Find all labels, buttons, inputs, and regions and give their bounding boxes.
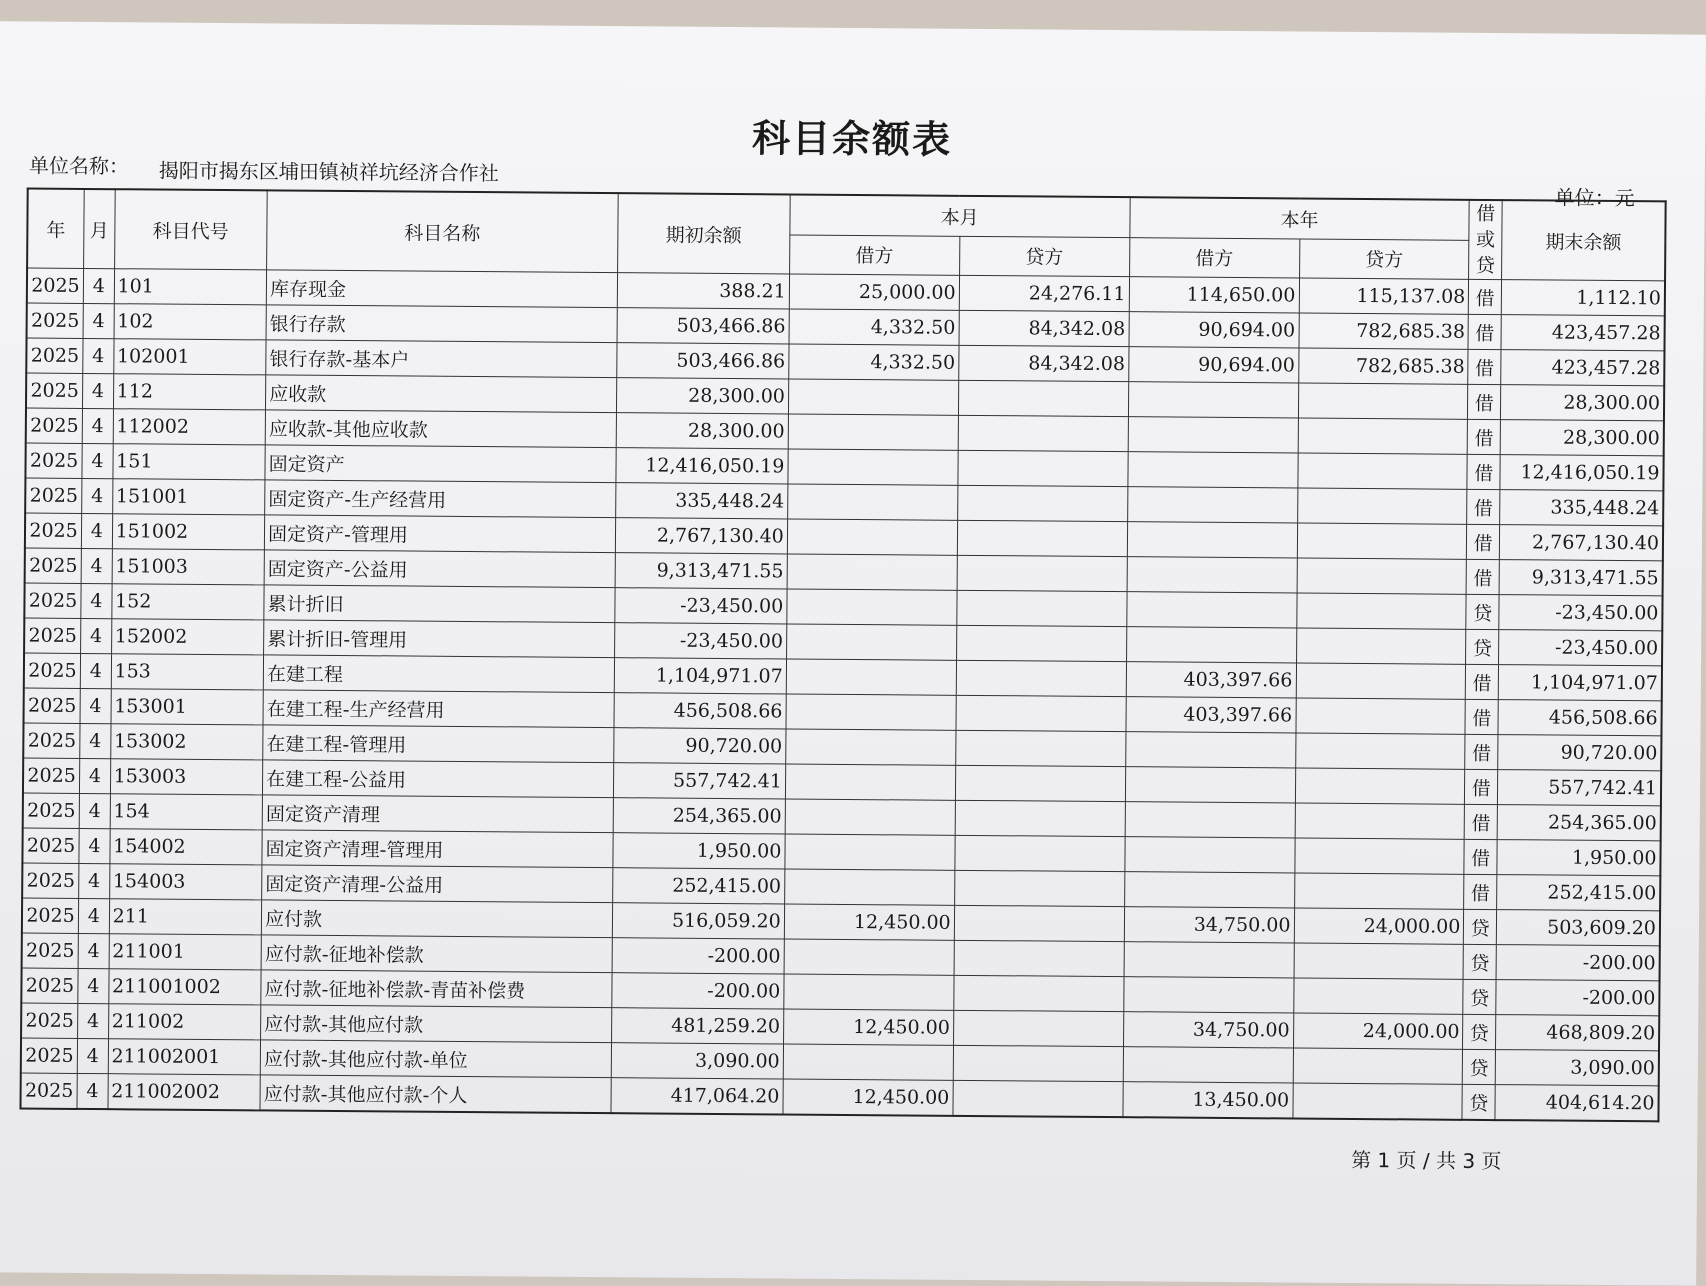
cell-year-debit: 90,694.00 — [1128, 347, 1298, 383]
cell-month-debit — [786, 729, 956, 765]
cell-opening-balance: -200.00 — [612, 973, 784, 1009]
cell-account-code: 151001 — [112, 479, 265, 515]
cell-year-credit: 782,685.38 — [1299, 313, 1469, 349]
cell-direction: 贷 — [1466, 594, 1499, 629]
cell-month: 4 — [80, 723, 111, 758]
cell-month-credit: 24,276.11 — [959, 275, 1129, 311]
cell-year-debit: 403,397.66 — [1126, 662, 1296, 698]
cell-account-name: 在建工程 — [263, 655, 614, 693]
cell-year: 2025 — [26, 338, 83, 373]
cell-month: 4 — [83, 303, 114, 338]
cell-direction: 贷 — [1466, 629, 1499, 664]
cell-month: 4 — [78, 1003, 109, 1038]
cell-month-debit — [786, 624, 956, 660]
cell-opening-balance: 481,259.20 — [611, 1008, 783, 1044]
cell-account-name: 固定资产-公益用 — [264, 550, 615, 588]
cell-year: 2025 — [25, 478, 82, 513]
cell-month-credit — [953, 1010, 1123, 1046]
cell-closing-balance: 90,720.00 — [1498, 735, 1662, 771]
cell-direction: 借 — [1468, 419, 1501, 454]
cell-month-credit — [956, 660, 1126, 696]
cell-direction: 借 — [1467, 524, 1500, 559]
cell-account-name: 在建工程-公益用 — [263, 760, 614, 798]
cell-account-code: 211 — [109, 899, 262, 935]
cell-account-name: 银行存款-基本户 — [266, 340, 617, 378]
cell-year-credit — [1295, 803, 1465, 839]
cell-year-debit — [1128, 452, 1298, 488]
ledger-page — [0, 21, 1706, 1285]
cell-year-credit — [1294, 838, 1464, 874]
cell-direction: 借 — [1465, 699, 1498, 734]
cell-closing-balance: 252,415.00 — [1497, 875, 1661, 911]
header-this-year: 本年 — [1129, 197, 1469, 240]
cell-year: 2025 — [27, 303, 84, 338]
header-direction-3: 贷 — [1475, 254, 1495, 278]
cell-month: 4 — [81, 548, 112, 583]
cell-direction: 借 — [1467, 454, 1500, 489]
cell-month-debit — [787, 554, 957, 590]
cell-opening-balance: -200.00 — [612, 938, 784, 974]
cell-year-credit — [1293, 1048, 1463, 1084]
cell-month: 4 — [77, 1038, 108, 1073]
cell-closing-balance: 9,313,471.55 — [1499, 560, 1663, 596]
unit-name: 揭阳市揭东区埔田镇祯祥坑经济合作社 — [158, 158, 499, 186]
cell-month-credit — [953, 1080, 1123, 1117]
cell-year: 2025 — [22, 828, 79, 863]
cell-year-debit — [1127, 557, 1297, 593]
page-title: 科目余额表 — [751, 116, 953, 162]
cell-year-debit: 90,694.00 — [1129, 312, 1299, 348]
cell-direction: 借 — [1466, 664, 1499, 699]
cell-year-credit — [1295, 733, 1465, 769]
cell-month-credit — [957, 555, 1127, 591]
cell-month-credit — [953, 975, 1123, 1011]
cell-month: 4 — [79, 863, 110, 898]
cell-month-debit — [787, 519, 957, 555]
cell-month-credit — [958, 415, 1128, 451]
cell-month-debit — [787, 589, 957, 625]
cell-direction: 借 — [1464, 839, 1497, 874]
cell-year-credit: 115,137.08 — [1299, 278, 1469, 314]
table-body — [20, 268, 1665, 1121]
cell-month-credit — [958, 450, 1128, 486]
cell-month-credit — [955, 835, 1125, 871]
cell-closing-balance: 254,365.00 — [1497, 805, 1661, 841]
cell-month: 4 — [83, 338, 114, 373]
cell-month-credit — [954, 940, 1124, 976]
cell-account-name: 应付款-征地补偿款 — [261, 935, 612, 973]
cell-year: 2025 — [25, 548, 82, 583]
unit-label: 单位名称： — [28, 153, 129, 179]
cell-year-credit — [1298, 383, 1468, 419]
cell-month-debit: 25,000.00 — [789, 274, 959, 310]
cell-account-name: 固定资产 — [265, 445, 616, 483]
cell-closing-balance: 12,416,050.19 — [1500, 455, 1664, 491]
cell-opening-balance: 28,300.00 — [616, 413, 788, 449]
cell-month: 4 — [81, 583, 112, 618]
cell-month-credit — [953, 1045, 1123, 1081]
cell-account-code: 211002001 — [108, 1039, 261, 1075]
cell-year-debit — [1126, 592, 1296, 628]
cell-month: 4 — [82, 478, 113, 513]
cell-direction: 借 — [1466, 559, 1499, 594]
header-closing-balance: 期末余额 — [1502, 200, 1666, 281]
cell-month-debit: 4,332.50 — [789, 309, 959, 345]
cell-closing-balance: -23,450.00 — [1499, 595, 1663, 631]
cell-year-debit — [1128, 417, 1298, 453]
cell-direction: 贷 — [1463, 1049, 1496, 1084]
cell-month-debit: 4,332.50 — [789, 344, 959, 380]
cell-year: 2025 — [21, 1038, 78, 1073]
cell-closing-balance: -200.00 — [1496, 945, 1660, 981]
cell-year-credit — [1297, 558, 1467, 594]
cell-month-debit — [784, 939, 954, 975]
cell-closing-balance: 2,767,130.40 — [1499, 525, 1663, 561]
cell-opening-balance: 503,466.86 — [617, 308, 789, 344]
cell-account-code: 101 — [114, 269, 267, 305]
header-this-month: 本月 — [790, 195, 1130, 238]
cell-closing-balance: 456,508.66 — [1498, 700, 1662, 736]
cell-closing-balance: 1,950.00 — [1497, 840, 1661, 876]
cell-account-code: 154003 — [109, 864, 262, 900]
cell-closing-balance: 404,614.20 — [1495, 1085, 1659, 1122]
cell-opening-balance: 1,104,971.07 — [614, 658, 786, 694]
cell-year-debit — [1124, 837, 1294, 873]
cell-year-credit — [1292, 1083, 1462, 1120]
cell-year-credit — [1297, 523, 1467, 559]
cell-month-debit — [786, 659, 956, 695]
cell-direction: 贷 — [1463, 944, 1496, 979]
cell-account-name: 在建工程-管理用 — [263, 725, 614, 763]
cell-month-credit — [954, 870, 1124, 906]
cell-closing-balance: 3,090.00 — [1495, 1050, 1659, 1086]
cell-account-name: 在建工程-生产经营用 — [263, 690, 614, 728]
cell-direction: 贷 — [1463, 1014, 1496, 1049]
cell-year: 2025 — [22, 898, 79, 933]
cell-month: 4 — [78, 933, 109, 968]
cell-month: 4 — [79, 793, 110, 828]
cell-account-code: 151002 — [112, 514, 265, 550]
cell-closing-balance: 335,448.24 — [1500, 490, 1664, 526]
cell-year: 2025 — [26, 373, 83, 408]
cell-opening-balance: 417,064.20 — [611, 1078, 783, 1115]
header-direction — [1469, 200, 1502, 280]
cell-month: 4 — [82, 443, 113, 478]
cell-month-credit — [958, 380, 1128, 416]
cell-direction: 借 — [1465, 769, 1498, 804]
cell-direction: 借 — [1468, 349, 1501, 384]
cell-year-credit: 782,685.38 — [1298, 348, 1468, 384]
cell-year-credit — [1298, 418, 1468, 454]
cell-year-debit — [1123, 1047, 1293, 1083]
header-account-code: 科目代号 — [114, 189, 267, 270]
cell-account-name: 应付款 — [261, 900, 612, 938]
cell-month-credit — [956, 695, 1126, 731]
cell-year-credit — [1297, 453, 1467, 489]
cell-account-code: 151 — [113, 444, 266, 480]
cell-month-credit — [957, 485, 1127, 521]
cell-month: 4 — [79, 828, 110, 863]
cell-year: 2025 — [22, 863, 79, 898]
header-year-debit: 借方 — [1129, 237, 1299, 278]
cell-opening-balance: 557,742.41 — [613, 763, 785, 799]
cell-account-name: 应付款-征地补偿款-青苗补偿费 — [261, 970, 612, 1008]
cell-account-name: 应付款-其他应付款-个人 — [260, 1075, 611, 1113]
cell-year: 2025 — [23, 758, 80, 793]
cell-opening-balance: 12,416,050.19 — [616, 448, 788, 484]
cell-direction: 借 — [1464, 874, 1497, 909]
header-month-debit: 借方 — [789, 235, 959, 276]
cell-opening-balance: 254,365.00 — [613, 798, 785, 834]
cell-year: 2025 — [21, 968, 78, 1003]
cell-year: 2025 — [23, 723, 80, 758]
cell-account-code: 112 — [113, 374, 266, 410]
cell-month: 4 — [78, 898, 109, 933]
cell-direction: 贷 — [1464, 909, 1497, 944]
cell-year: 2025 — [25, 443, 82, 478]
header-month: 月 — [84, 189, 115, 269]
header-month-credit: 贷方 — [959, 236, 1129, 277]
cell-year-debit — [1125, 802, 1295, 838]
cell-account-code: 154002 — [110, 829, 263, 865]
cell-direction: 借 — [1467, 489, 1500, 524]
cell-month: 4 — [77, 1073, 108, 1109]
cell-month-credit — [955, 765, 1125, 801]
cell-closing-balance: 1,104,971.07 — [1498, 665, 1662, 701]
cell-closing-balance: 503,609.20 — [1496, 910, 1660, 946]
cell-month-debit — [785, 764, 955, 800]
cell-account-code: 153001 — [111, 689, 264, 725]
cell-month-debit — [788, 414, 958, 450]
cell-year-credit — [1293, 978, 1463, 1014]
cell-year: 2025 — [24, 583, 81, 618]
cell-year-credit — [1294, 873, 1464, 909]
cell-month: 4 — [82, 408, 113, 443]
cell-month-debit — [783, 1044, 953, 1080]
cell-month-credit — [957, 590, 1127, 626]
cell-year-debit: 34,750.00 — [1124, 907, 1294, 943]
cell-year: 2025 — [24, 618, 81, 653]
cell-year: 2025 — [23, 793, 80, 828]
currency-unit: 单位：元 — [1554, 185, 1635, 211]
cell-month-debit — [785, 834, 955, 870]
cell-opening-balance: 388.21 — [617, 273, 789, 309]
cell-account-name: 固定资产清理-公益用 — [262, 865, 613, 903]
cell-year-credit — [1296, 663, 1466, 699]
header-opening-balance: 期初余额 — [617, 193, 790, 274]
cell-year-credit: 24,000.00 — [1293, 1013, 1463, 1049]
cell-month-debit — [784, 974, 954, 1010]
cell-account-name: 固定资产-生产经营用 — [265, 480, 616, 518]
cell-account-name: 应收款 — [266, 375, 617, 413]
cell-direction: 贷 — [1463, 979, 1496, 1014]
cell-account-name: 累计折旧 — [264, 585, 615, 623]
cell-account-name: 应收款-其他应收款 — [265, 410, 616, 448]
cell-opening-balance: 28,300.00 — [616, 378, 788, 414]
cell-account-name: 银行存款 — [266, 305, 617, 343]
cell-year: 2025 — [22, 933, 79, 968]
cell-account-name: 库存现金 — [266, 270, 617, 308]
cell-direction: 贷 — [1462, 1084, 1495, 1120]
cell-opening-balance: 3,090.00 — [611, 1043, 783, 1079]
cell-year-credit — [1295, 698, 1465, 734]
cell-direction: 借 — [1468, 314, 1501, 349]
cell-direction: 借 — [1465, 804, 1498, 839]
cell-account-name: 固定资产-管理用 — [264, 515, 615, 553]
header-direction-1: 借 — [1476, 202, 1496, 226]
cell-year-credit — [1297, 488, 1467, 524]
cell-year-debit: 13,450.00 — [1123, 1082, 1293, 1119]
cell-direction: 借 — [1469, 279, 1502, 314]
cell-month-debit — [786, 694, 956, 730]
cell-closing-balance: 1,112.10 — [1501, 280, 1665, 316]
header-account-name: 科目名称 — [267, 190, 618, 272]
cell-account-code: 153002 — [110, 724, 263, 760]
cell-month-debit — [785, 799, 955, 835]
cell-account-code: 211001 — [109, 934, 262, 970]
cell-month-debit — [788, 379, 958, 415]
cell-opening-balance: -23,450.00 — [614, 623, 786, 659]
cell-year-credit — [1294, 943, 1464, 979]
cell-account-name: 应付款-其他应付款 — [261, 1005, 612, 1043]
header-year: 年 — [27, 189, 84, 269]
cell-month-debit: 12,450.00 — [783, 1079, 953, 1116]
cell-year: 2025 — [24, 653, 81, 688]
cell-year: 2025 — [27, 268, 84, 303]
cell-month: 4 — [83, 373, 114, 408]
cell-year: 2025 — [24, 688, 81, 723]
cell-month: 4 — [83, 268, 114, 303]
cell-closing-balance: 557,742.41 — [1497, 770, 1661, 806]
cell-year: 2025 — [26, 408, 83, 443]
cell-month: 4 — [78, 968, 109, 1003]
cell-year-credit — [1295, 768, 1465, 804]
cell-year-debit: 114,650.00 — [1129, 277, 1299, 313]
cell-account-code: 152002 — [111, 619, 264, 655]
cell-year-debit — [1127, 487, 1297, 523]
cell-year-debit — [1124, 872, 1294, 908]
cell-account-code: 154 — [110, 794, 263, 830]
cell-month-debit: 12,450.00 — [783, 1009, 953, 1045]
cell-month: 4 — [80, 688, 111, 723]
cell-year-debit — [1125, 732, 1295, 768]
cell-year-debit — [1123, 977, 1293, 1013]
cell-year-debit — [1126, 627, 1296, 663]
cell-account-name: 固定资产清理-管理用 — [262, 830, 613, 868]
cell-year: 2025 — [20, 1073, 77, 1109]
cell-month-debit — [784, 869, 954, 905]
cell-year-credit — [1296, 628, 1466, 664]
cell-opening-balance: 516,059.20 — [612, 903, 784, 939]
cell-opening-balance: 90,720.00 — [613, 728, 785, 764]
cell-opening-balance: -23,450.00 — [615, 588, 787, 624]
cell-month: 4 — [80, 758, 111, 793]
balance-table — [19, 188, 1666, 1123]
cell-account-code: 112002 — [113, 409, 266, 445]
cell-year-credit — [1296, 593, 1466, 629]
cell-month-credit — [957, 520, 1127, 556]
cell-year-debit — [1127, 522, 1297, 558]
cell-account-code: 211002002 — [108, 1074, 261, 1111]
cell-opening-balance: 1,950.00 — [613, 833, 785, 869]
cell-month-credit: 84,342.08 — [958, 345, 1128, 381]
cell-closing-balance: -23,450.00 — [1499, 630, 1663, 666]
cell-closing-balance: 423,457.28 — [1501, 350, 1665, 386]
cell-opening-balance: 2,767,130.40 — [615, 518, 787, 554]
cell-year: 2025 — [21, 1003, 78, 1038]
cell-opening-balance: 252,415.00 — [612, 868, 784, 904]
cell-year: 2025 — [25, 513, 82, 548]
cell-account-code: 102001 — [113, 339, 266, 375]
cell-month: 4 — [81, 618, 112, 653]
cell-account-code: 153 — [111, 654, 264, 690]
cell-account-code: 211001002 — [108, 969, 261, 1005]
cell-direction: 借 — [1468, 384, 1501, 419]
cell-closing-balance: 28,300.00 — [1501, 385, 1665, 421]
cell-month-debit — [787, 484, 957, 520]
cell-closing-balance: 28,300.00 — [1500, 420, 1664, 456]
cell-month-debit — [788, 449, 958, 485]
cell-year-debit: 403,397.66 — [1126, 697, 1296, 733]
cell-account-code: 211002 — [108, 1004, 261, 1040]
cell-year-debit — [1128, 382, 1298, 418]
cell-month-credit — [956, 625, 1126, 661]
cell-opening-balance: 456,508.66 — [614, 693, 786, 729]
cell-year-debit — [1124, 942, 1294, 978]
cell-opening-balance: 335,448.24 — [615, 483, 787, 519]
cell-account-code: 151003 — [112, 549, 265, 585]
cell-account-name: 累计折旧-管理用 — [264, 620, 615, 658]
cell-year-debit: 34,750.00 — [1123, 1012, 1293, 1048]
cell-account-code: 102 — [114, 304, 267, 340]
cell-month-credit — [955, 800, 1125, 836]
cell-account-name: 固定资产清理 — [262, 795, 613, 833]
cell-month: 4 — [82, 513, 113, 548]
cell-direction: 借 — [1465, 734, 1498, 769]
cell-account-code: 152 — [111, 584, 264, 620]
cell-month-credit — [954, 905, 1124, 941]
header-direction-2: 或 — [1476, 228, 1496, 252]
cell-closing-balance: 468,809.20 — [1496, 1015, 1660, 1051]
cell-year-debit — [1125, 767, 1295, 803]
page-indicator: 第 1 页 / 共 3 页 — [1351, 1147, 1502, 1174]
header-year-credit: 贷方 — [1299, 239, 1469, 280]
cell-month-credit — [955, 730, 1125, 766]
cell-year-credit: 24,000.00 — [1294, 908, 1464, 944]
cell-account-name: 应付款-其他应付款-单位 — [260, 1040, 611, 1078]
cell-month-credit: 84,342.08 — [959, 310, 1129, 346]
cell-closing-balance: -200.00 — [1496, 980, 1660, 1016]
cell-opening-balance: 9,313,471.55 — [615, 553, 787, 589]
cell-account-code: 153003 — [110, 759, 263, 795]
cell-closing-balance: 423,457.28 — [1501, 315, 1665, 351]
cell-month: 4 — [80, 653, 111, 688]
cell-month-debit: 12,450.00 — [784, 904, 954, 940]
cell-opening-balance: 503,466.86 — [616, 343, 788, 379]
